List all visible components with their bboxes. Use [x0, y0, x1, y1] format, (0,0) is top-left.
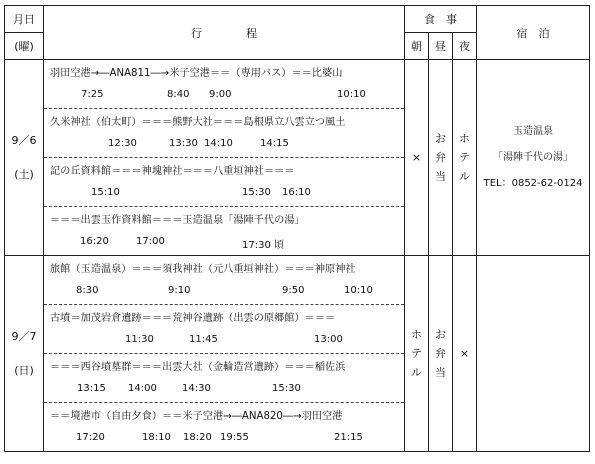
breakfast-cell: ×: [405, 60, 429, 256]
time: 7:25: [81, 89, 104, 100]
itinerary-sheet: [4, 5, 589, 459]
time: 10:10: [337, 89, 366, 100]
time: 15:10: [91, 187, 120, 198]
day-of-week: (日): [14, 363, 34, 377]
day-date-cell: [5, 256, 44, 452]
route-segment: [44, 402, 404, 451]
route-segment: [44, 304, 404, 353]
route-text: 古墳＝加茂岩倉遺跡＝＝＝荒神谷遺跡（出雲の原郷館）＝＝＝: [50, 313, 336, 324]
meal-header: 食 事: [405, 6, 477, 33]
hotel-name: 玉造温泉: [513, 125, 554, 137]
route-cell: [44, 60, 405, 256]
route-segment: [44, 60, 404, 108]
route-text: 記の丘資料館＝＝＝神塊神社＝＝＝八重垣神社＝＝＝: [50, 166, 295, 177]
hotel-subname: 「湯陣千代の湯」: [493, 151, 574, 163]
lunch-cell: [429, 256, 453, 452]
lunch-char: 当: [435, 170, 446, 183]
stay-cell: [477, 256, 590, 452]
time: 11:45: [189, 334, 218, 345]
lunch-char: 弁: [435, 151, 446, 164]
route-segment: [44, 353, 404, 402]
time: 12:30: [108, 138, 137, 149]
time: 15:30: [272, 383, 301, 394]
day-row: [5, 60, 590, 256]
date-header: 月日: [5, 6, 44, 33]
dinner-char: ル: [459, 170, 470, 183]
route-text: ＝＝境港市（自由夕食）＝＝米子空港→―ANA820―→羽田空港: [50, 411, 343, 422]
day-row: [5, 256, 590, 452]
lunch-char: お: [435, 132, 446, 145]
time: 18:20: [183, 432, 212, 443]
dinner-char: テ: [459, 151, 470, 164]
breakfast-cell: [405, 256, 429, 452]
breakfast-char: ホ: [411, 328, 422, 341]
day-date: 9／6: [11, 133, 37, 147]
time: 13:00: [314, 334, 343, 345]
breakfast-char: ル: [411, 366, 422, 379]
lunch-char: 当: [435, 366, 446, 379]
time: 17:00: [136, 236, 165, 247]
dinner-char: ホ: [459, 132, 470, 145]
time: 17:20: [76, 432, 105, 443]
time: 15:30: [242, 187, 271, 198]
time: 14:00: [128, 383, 157, 394]
time: 8:30: [76, 285, 99, 296]
route-cell: [44, 256, 405, 452]
time: 14:15: [260, 138, 289, 149]
route-text: 旅館（玉造温泉）＝＝＝須我神社（元八重垣神社）＝＝＝神原神社: [50, 264, 356, 275]
time: 17:30 頃: [242, 240, 284, 251]
time: 14:30: [182, 383, 211, 394]
lunch-header: 昼: [429, 33, 453, 60]
time: 16:20: [80, 236, 109, 247]
time: 8:40: [167, 89, 190, 100]
route-segment: [44, 206, 404, 255]
hotel-phone: TEL：0852-62-0124: [483, 177, 583, 189]
day-date: 9／7: [11, 329, 37, 343]
time: 13:15: [77, 383, 106, 394]
lunch-char: お: [435, 328, 446, 341]
time: 19:55: [220, 432, 249, 443]
route-text: ＝＝＝出雲玉作資料館＝＝＝玉造温泉「湯陣千代の湯」: [50, 215, 305, 226]
time: 9:00: [209, 89, 232, 100]
route-text: 羽田空港→―ANA811―→米子空港＝＝（専用バス）＝＝比婆山: [50, 68, 343, 79]
stay-cell: [477, 60, 590, 256]
time: 10:10: [344, 285, 373, 296]
route-text: ＝＝＝西谷墳墓群＝＝＝出雲大社（金輪造営遺跡）＝＝＝稲佐浜: [50, 362, 346, 373]
dinner-cell: [453, 60, 477, 256]
lunch-cell: [429, 60, 453, 256]
route-segment: [44, 256, 404, 304]
route-text: 久米神社（伯太町）＝＝＝熊野大社＝＝＝島根県立八雲立つ風土: [50, 117, 346, 128]
dinner-cell: ×: [453, 256, 477, 452]
time: 18:10: [142, 432, 171, 443]
time: 14:10: [204, 138, 233, 149]
day-date-cell: [5, 60, 44, 256]
breakfast-char: テ: [411, 347, 422, 360]
time: 16:10: [282, 187, 311, 198]
breakfast-header: 朝: [405, 33, 429, 60]
time: 21:15: [334, 432, 363, 443]
time: 9:10: [168, 285, 191, 296]
day-of-week: (土): [14, 167, 34, 181]
route-segment: [44, 108, 404, 157]
time: 9:50: [282, 285, 305, 296]
stay-header: 宿 泊: [477, 6, 590, 60]
dinner-header: 夜: [453, 33, 477, 60]
time: 11:30: [125, 334, 154, 345]
route-segment: [44, 157, 404, 206]
dow-header: (曜): [5, 33, 44, 60]
lunch-char: 弁: [435, 347, 446, 360]
itinerary-table: [4, 5, 590, 452]
route-header: 行 程: [44, 6, 405, 60]
time: 13:30: [169, 138, 198, 149]
